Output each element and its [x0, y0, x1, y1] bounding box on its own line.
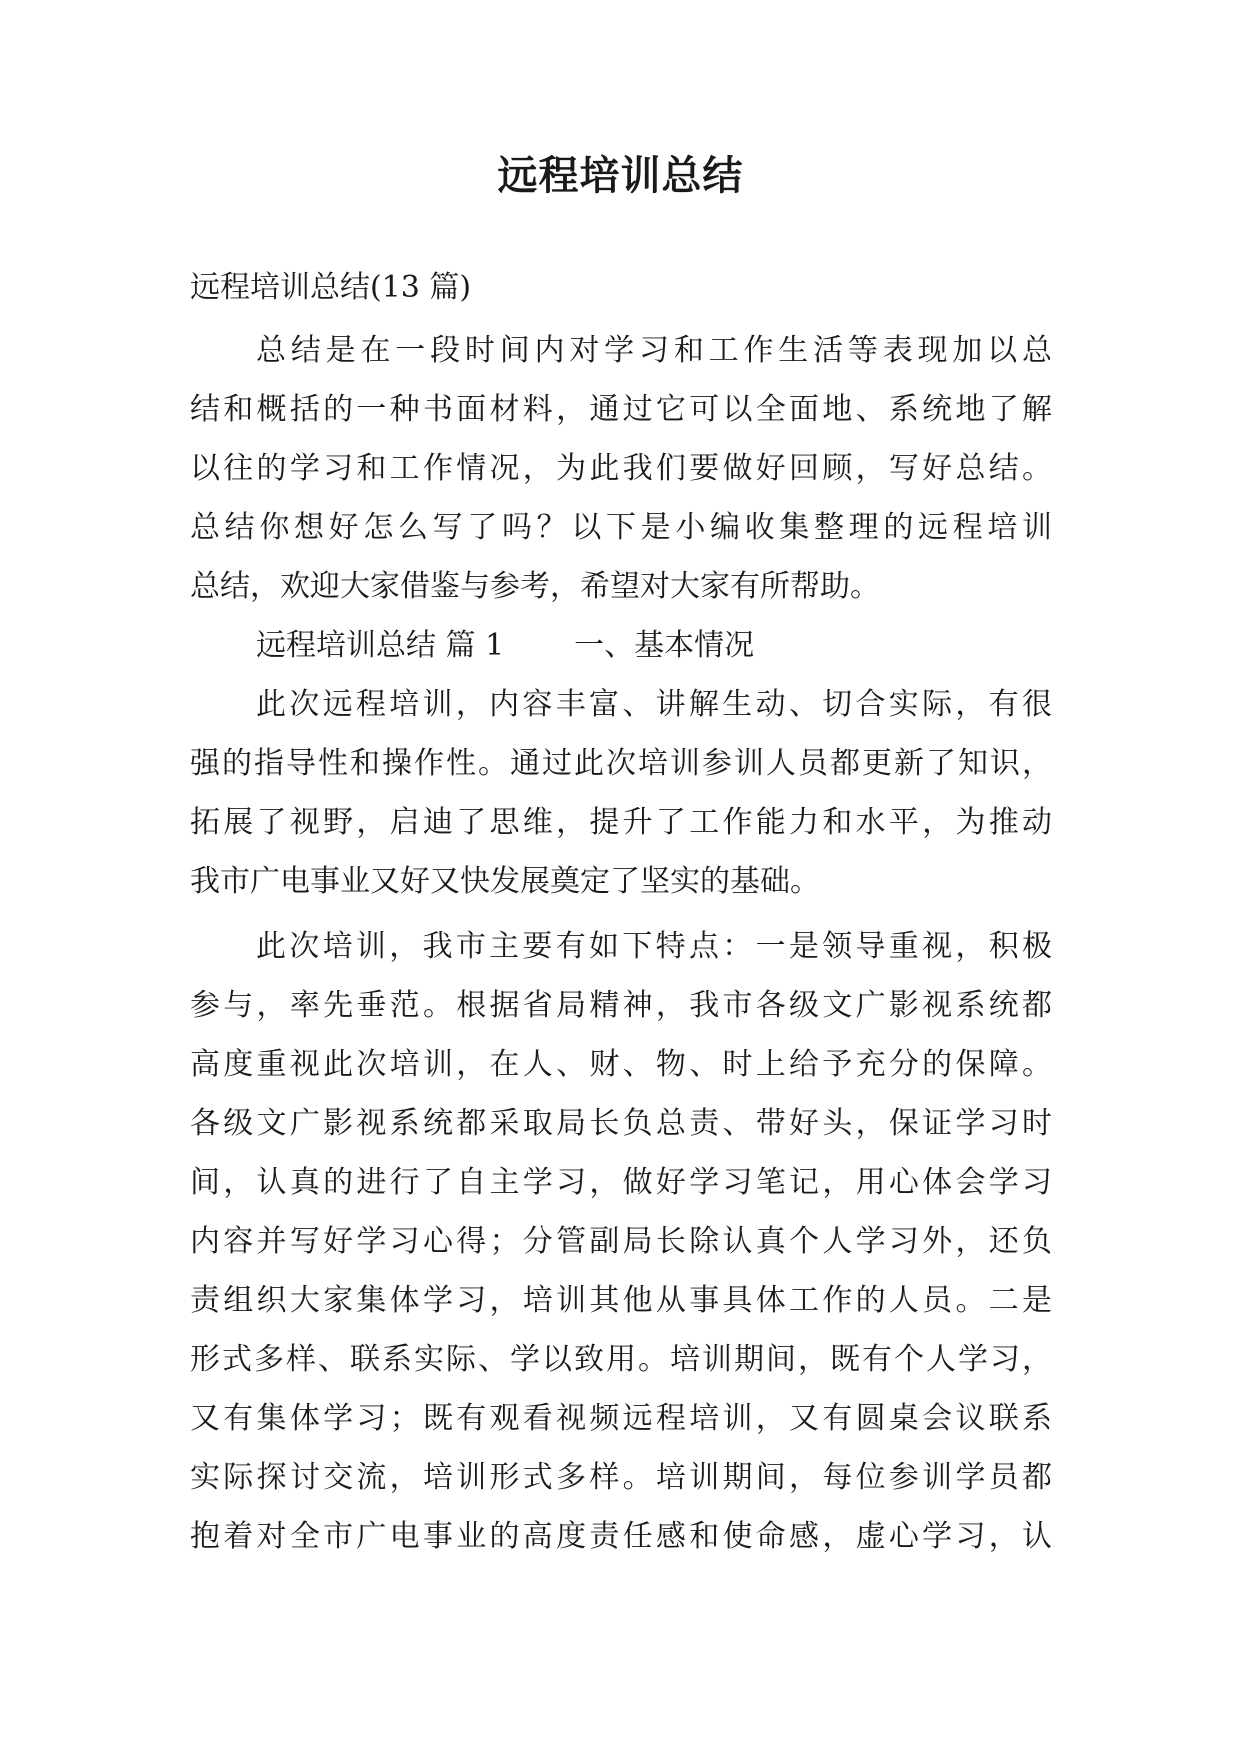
paragraph-line: 总结是在一段时间内对学习和工作生活等表现加以总: [256, 333, 1052, 368]
document-body: [190, 258, 1052, 1566]
paragraph-line: 形式多样、联系实际、学以致用。培训期间，既有个人学习，: [190, 1342, 1052, 1377]
section-label: 远程培训总结 篇 1: [256, 628, 505, 663]
paragraph-line: 此次培训，我市主要有如下特点：一是领导重视，积极: [256, 929, 1052, 964]
paragraph-line: 高度重视此次培训，在人、财、物、时上给予充分的保障。: [190, 1047, 1052, 1082]
paragraph-1: [190, 675, 1052, 911]
section-header-line: [190, 616, 1052, 675]
paragraph-2: [190, 917, 1052, 1566]
intro-paragraph: [190, 321, 1052, 616]
paragraph-line: 各级文广影视系统都采取局长负总责、带好头，保证学习时: [190, 1106, 1052, 1141]
paragraph-line: 参与，率先垂范。根据省局精神，我市各级文广影视系统都: [190, 988, 1052, 1023]
paragraph-line: 又有集体学习；既有观看视频远程培训，又有圆桌会议联系: [190, 1401, 1052, 1436]
paragraph-line: 强的指导性和操作性。通过此次培训参训人员都更新了知识，: [190, 746, 1052, 781]
paragraph-line: 结和概括的一种书面材料，通过它可以全面地、系统地了解: [190, 392, 1052, 427]
paragraph-line: 实际探讨交流，培训形式多样。培训期间，每位参训学员都: [190, 1460, 1052, 1495]
document-subtitle: 远程培训总结(13 篇): [190, 270, 472, 305]
paragraph-line: 以往的学习和工作情况，为此我们要做好回顾，写好总结。: [190, 451, 1052, 486]
paragraph-line: 拓展了视野，启迪了思维，提升了工作能力和水平，为推动: [190, 805, 1052, 840]
paragraph-line: 责组织大家集体学习，培训其他从事具体工作的人员。二是: [190, 1283, 1052, 1318]
paragraph-line: 抱着对全市广电事业的高度责任感和使命感，虚心学习，认: [190, 1519, 1052, 1554]
paragraph-line: 我市广电事业又好又快发展奠定了坚实的基础。: [190, 864, 820, 899]
paragraph-line: 内容并写好学习心得；分管副局长除认真个人学习外，还负: [190, 1224, 1052, 1259]
paragraph-line: 此次远程培训，内容丰富、讲解生动、切合实际，有很: [256, 687, 1052, 722]
paragraph-line: 总结你想好怎么写了吗？以下是小编收集整理的远程培训: [190, 510, 1052, 545]
paragraph-line: 间，认真的进行了自主学习，做好学习笔记，用心体会学习: [190, 1165, 1052, 1200]
paragraph-line: 总结，欢迎大家借鉴与参考，希望对大家有所帮助。: [190, 569, 880, 604]
document-title: 远程培训总结: [497, 152, 744, 199]
section-heading: 一、基本情况: [574, 628, 755, 663]
